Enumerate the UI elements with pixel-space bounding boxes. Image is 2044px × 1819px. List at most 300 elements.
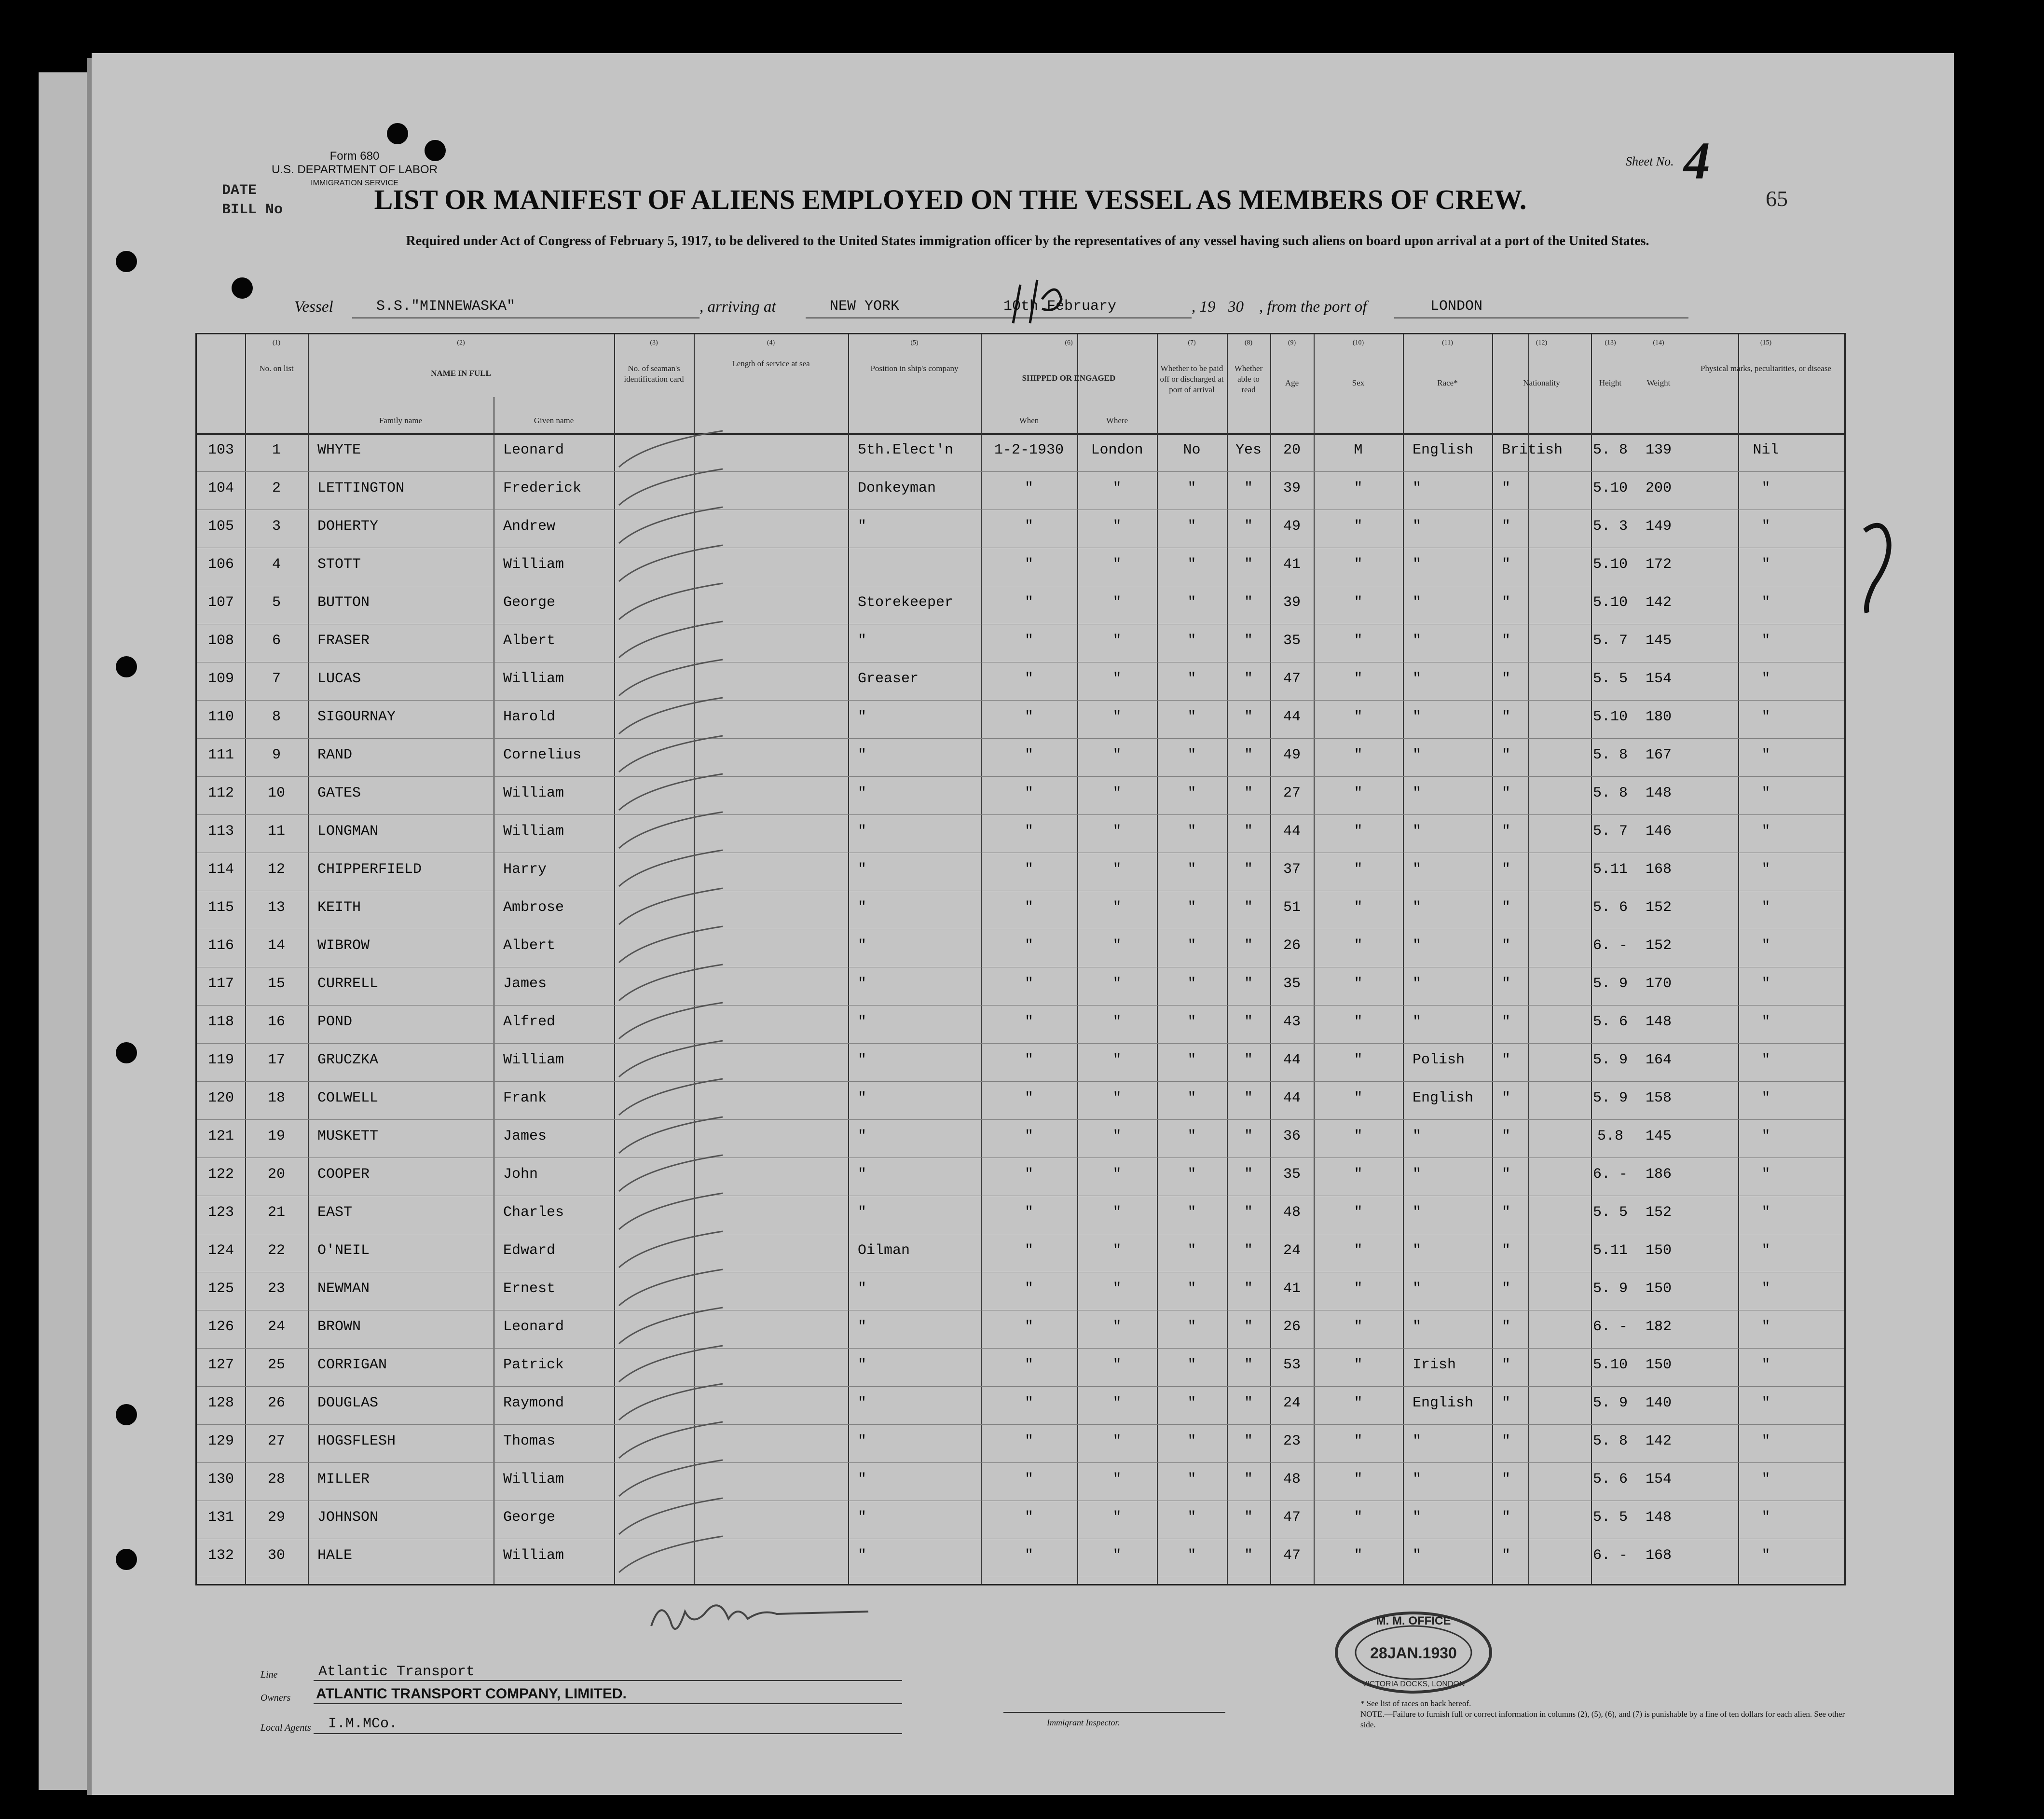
cell-read: " xyxy=(1244,1471,1253,1488)
cell-family: LETTINGTON xyxy=(317,480,405,496)
cell-weight: 168 xyxy=(1645,861,1672,878)
cell-given: George xyxy=(503,594,556,611)
cell-family: SIGOURNAY xyxy=(317,709,396,725)
cell-family: HALE xyxy=(317,1547,353,1564)
cell-sex: " xyxy=(1354,1242,1363,1259)
cell-weight: 186 xyxy=(1645,1166,1672,1183)
table-row xyxy=(197,1501,1844,1539)
cell-where: " xyxy=(1112,633,1122,649)
cell-paid: " xyxy=(1187,1204,1196,1221)
cell-sex: " xyxy=(1354,709,1363,725)
column-number-c1: (1) xyxy=(272,339,281,346)
cell-given: Edward xyxy=(503,1242,556,1259)
cell-where: " xyxy=(1112,1433,1122,1449)
column-header-c2: NAME IN FULL xyxy=(431,369,491,378)
cell-margin: 131 xyxy=(207,1509,234,1526)
cell-paid: " xyxy=(1187,1357,1196,1373)
cell-given: Charles xyxy=(503,1204,564,1221)
cell-age: 44 xyxy=(1283,823,1301,840)
cell-race: " xyxy=(1413,1319,1422,1335)
cell-read: " xyxy=(1244,556,1253,573)
svg-text:28JAN.1930: 28JAN.1930 xyxy=(1370,1644,1457,1662)
cell-position: " xyxy=(858,1471,867,1488)
cell-given: Frederick xyxy=(503,480,582,496)
cell-when: " xyxy=(1024,1014,1033,1030)
cell-race: " xyxy=(1413,1166,1422,1183)
cell-read: " xyxy=(1244,1090,1253,1106)
cell-position: Greaser xyxy=(858,671,919,687)
cell-given: Frank xyxy=(503,1090,547,1106)
column-header-when: When xyxy=(1019,416,1039,425)
cell-given: William xyxy=(503,671,564,687)
column-header-c1: No. on list xyxy=(259,364,294,373)
cell-marks: " xyxy=(1761,1128,1770,1144)
cell-position: " xyxy=(858,899,867,916)
race-note: * See list of races on back hereof. xyxy=(1360,1699,1471,1708)
cell-marks: " xyxy=(1761,633,1770,649)
cell-no: 13 xyxy=(267,899,285,916)
column-header-c10: Sex xyxy=(1352,378,1365,387)
cell-position: " xyxy=(858,1433,867,1449)
cell-given: Thomas xyxy=(503,1433,556,1449)
cell-position: " xyxy=(858,1014,867,1030)
cell-read: " xyxy=(1244,1052,1253,1068)
cell-when: " xyxy=(1024,1242,1033,1259)
cell-height: 5. 7 xyxy=(1592,823,1628,840)
table-row xyxy=(197,1043,1844,1081)
cell-nationality: " xyxy=(1502,1090,1511,1106)
cell-weight: 150 xyxy=(1645,1242,1672,1259)
cell-paid: " xyxy=(1187,1547,1196,1564)
cell-weight: 150 xyxy=(1645,1357,1672,1373)
cell-read: " xyxy=(1244,518,1253,535)
cell-margin: 105 xyxy=(207,518,234,535)
cell-when: 1-2-1930 xyxy=(994,442,1064,458)
column-number-c6: (6) xyxy=(1065,339,1073,346)
cell-margin: 119 xyxy=(207,1052,234,1068)
cell-sex: " xyxy=(1354,1052,1363,1068)
sheet-label: Sheet No. xyxy=(1626,154,1674,168)
cell-when: " xyxy=(1024,1090,1033,1106)
cell-weight: 164 xyxy=(1645,1052,1672,1068)
cell-height: 6. - xyxy=(1592,937,1628,954)
punch-hole xyxy=(116,1042,137,1063)
cell-no: 29 xyxy=(267,1509,285,1526)
cell-age: 49 xyxy=(1283,747,1301,763)
cell-family: MILLER xyxy=(317,1471,370,1488)
cell-paid: " xyxy=(1187,594,1196,611)
cell-weight: 170 xyxy=(1645,976,1672,992)
cell-margin: 117 xyxy=(207,976,234,992)
cell-read: " xyxy=(1244,1128,1253,1144)
cell-paid: " xyxy=(1187,937,1196,954)
cell-weight: 152 xyxy=(1645,937,1672,954)
cell-where: " xyxy=(1112,976,1122,992)
punch-hole xyxy=(116,1404,137,1425)
cell-height: 5. 9 xyxy=(1592,1052,1628,1068)
cell-age: 27 xyxy=(1283,785,1301,801)
cell-nationality: " xyxy=(1502,1014,1511,1030)
cell-position: " xyxy=(858,1090,867,1106)
cell-family: COLWELL xyxy=(317,1090,379,1106)
cell-marks: " xyxy=(1761,861,1770,878)
handwritten-annotation xyxy=(1003,270,1071,333)
table-row xyxy=(197,471,1844,510)
cell-margin: 115 xyxy=(207,899,234,916)
cell-no: 5 xyxy=(272,594,281,611)
cell-read: " xyxy=(1244,861,1253,878)
cell-age: 47 xyxy=(1283,1509,1301,1526)
cell-position: " xyxy=(858,785,867,801)
cell-given: Patrick xyxy=(503,1357,564,1373)
cell-where: " xyxy=(1112,1090,1122,1106)
cell-height: 6. - xyxy=(1592,1166,1628,1183)
cell-family: COOPER xyxy=(317,1166,370,1183)
cell-family: STOTT xyxy=(317,556,361,573)
cell-sex: " xyxy=(1354,1471,1363,1488)
cell-age: 41 xyxy=(1283,556,1301,573)
cell-age: 24 xyxy=(1283,1395,1301,1411)
cell-where: " xyxy=(1112,709,1122,725)
cell-age: 20 xyxy=(1283,442,1301,458)
cell-age: 51 xyxy=(1283,899,1301,916)
column-header-c11: Race* xyxy=(1437,378,1458,387)
cell-given: William xyxy=(503,823,564,840)
inspector-label: Immigrant Inspector. xyxy=(1047,1718,1120,1727)
cell-paid: " xyxy=(1187,1319,1196,1335)
cell-nationality: " xyxy=(1502,709,1511,725)
cell-paid: " xyxy=(1187,1433,1196,1449)
table-row xyxy=(197,1234,1844,1272)
cell-age: 41 xyxy=(1283,1281,1301,1297)
column-number-c2: (2) xyxy=(457,339,465,346)
cell-no: 9 xyxy=(272,747,281,763)
cell-margin: 110 xyxy=(207,709,234,725)
column-number-c11: (11) xyxy=(1442,339,1453,346)
cell-paid: " xyxy=(1187,1281,1196,1297)
from-port-label: , from the port of xyxy=(1259,298,1367,316)
punch-hole xyxy=(116,251,137,272)
table-row xyxy=(197,548,1844,586)
cell-position: " xyxy=(858,1357,867,1373)
cell-weight: 142 xyxy=(1645,594,1672,611)
cell-margin: 123 xyxy=(207,1204,234,1221)
cell-paid: " xyxy=(1187,1509,1196,1526)
cell-marks: " xyxy=(1761,1395,1770,1411)
cell-height: 5. 5 xyxy=(1592,1204,1628,1221)
cell-no: 23 xyxy=(267,1281,285,1297)
cell-no: 16 xyxy=(267,1014,285,1030)
cell-marks: " xyxy=(1761,1357,1770,1373)
cell-family: EAST xyxy=(317,1204,353,1221)
cell-weight: 168 xyxy=(1645,1547,1672,1564)
line-label: Line xyxy=(261,1669,278,1680)
cell-nationality: " xyxy=(1502,1242,1511,1259)
cell-when: " xyxy=(1024,633,1033,649)
cell-nationality: " xyxy=(1502,594,1511,611)
table-row xyxy=(197,967,1844,1005)
cell-family: MUSKETT xyxy=(317,1128,379,1144)
cell-where: " xyxy=(1112,671,1122,687)
cell-nationality: " xyxy=(1502,633,1511,649)
cell-nationality: " xyxy=(1502,1395,1511,1411)
cell-read: " xyxy=(1244,1433,1253,1449)
cell-position: " xyxy=(858,518,867,535)
cell-age: 24 xyxy=(1283,1242,1301,1259)
cell-when: " xyxy=(1024,1166,1033,1183)
cell-where: London xyxy=(1091,442,1143,458)
cell-margin: 121 xyxy=(207,1128,234,1144)
inspector-signature xyxy=(646,1597,878,1640)
cell-paid: " xyxy=(1187,1090,1196,1106)
cell-height: 5. 9 xyxy=(1592,1395,1628,1411)
cell-where: " xyxy=(1112,747,1122,763)
cell-race: " xyxy=(1413,1014,1422,1030)
column-header-c4: Length of service at sea xyxy=(732,359,810,368)
cell-when: " xyxy=(1024,1433,1033,1449)
cell-marks: " xyxy=(1761,747,1770,763)
cell-nationality: " xyxy=(1502,1281,1511,1297)
cell-weight: 180 xyxy=(1645,709,1672,725)
cell-height: 5. 8 xyxy=(1592,1433,1628,1449)
cell-no: 26 xyxy=(267,1395,285,1411)
cell-paid: " xyxy=(1187,823,1196,840)
cell-height: 5.10 xyxy=(1592,709,1628,725)
cell-paid: " xyxy=(1187,861,1196,878)
cell-paid: " xyxy=(1187,1014,1196,1030)
cell-given: William xyxy=(503,1547,564,1564)
cell-sex: M xyxy=(1354,442,1363,458)
cell-when: " xyxy=(1024,1204,1033,1221)
cell-read: " xyxy=(1244,633,1253,649)
cell-marks: " xyxy=(1761,1204,1770,1221)
cell-height: 5. 3 xyxy=(1592,518,1628,535)
column-header-c14: Weight xyxy=(1646,378,1671,387)
column-number-c15: (15) xyxy=(1760,339,1772,346)
cell-position: Storekeeper xyxy=(858,594,954,611)
cell-age: 23 xyxy=(1283,1433,1301,1449)
cell-family: CHIPPERFIELD xyxy=(317,861,422,878)
cell-weight: 182 xyxy=(1645,1319,1672,1335)
punch-hole xyxy=(116,1549,137,1570)
cell-no: 4 xyxy=(272,556,281,573)
cell-position: " xyxy=(858,1319,867,1335)
cell-position: " xyxy=(858,747,867,763)
cell-sex: " xyxy=(1354,1319,1363,1335)
svg-text:VICTORIA DOCKS, LONDON: VICTORIA DOCKS, LONDON xyxy=(1362,1680,1465,1688)
cell-family: LUCAS xyxy=(317,671,361,687)
cell-given: William xyxy=(503,785,564,801)
cell-given: Ernest xyxy=(503,1281,556,1297)
cell-family: KEITH xyxy=(317,899,361,916)
cell-read: " xyxy=(1244,1509,1253,1526)
cell-height: 5. 6 xyxy=(1592,899,1628,916)
stub-date-label: DATE xyxy=(222,182,257,199)
cell-family: DOHERTY xyxy=(317,518,379,535)
cell-given: Andrew xyxy=(503,518,556,535)
cell-sex: " xyxy=(1354,1166,1363,1183)
cell-height: 5. 6 xyxy=(1592,1471,1628,1488)
cell-marks: " xyxy=(1761,1509,1770,1526)
cell-height: 5. 8 xyxy=(1592,442,1628,458)
column-number-c10: (10) xyxy=(1352,339,1364,346)
cell-height: 5.8 xyxy=(1597,1128,1623,1144)
cell-where: " xyxy=(1112,1319,1122,1335)
page-title: LIST OR MANIFEST OF ALIENS EMPLOYED ON THE VESSEL AS MEMBERS OF CREW. xyxy=(374,184,1527,215)
cell-nationality: " xyxy=(1502,1319,1511,1335)
cell-position: " xyxy=(858,823,867,840)
cell-position: " xyxy=(858,861,867,878)
cell-nationality: " xyxy=(1502,1433,1511,1449)
punch-hole xyxy=(116,656,137,677)
cell-when: " xyxy=(1024,709,1033,725)
cell-age: 39 xyxy=(1283,594,1301,611)
cell-marks: " xyxy=(1761,480,1770,496)
table-row xyxy=(197,1539,1844,1577)
cell-no: 11 xyxy=(267,823,285,840)
cell-no: 19 xyxy=(267,1128,285,1144)
cell-height: 5. 8 xyxy=(1592,747,1628,763)
cell-family: WHYTE xyxy=(317,442,361,458)
cell-height: 6. - xyxy=(1592,1547,1628,1564)
cell-paid: No xyxy=(1183,442,1201,458)
column-number-c9: (9) xyxy=(1288,339,1296,346)
cell-race: " xyxy=(1413,785,1422,801)
cell-no: 18 xyxy=(267,1090,285,1106)
cell-race: English xyxy=(1413,1090,1474,1106)
cell-position: " xyxy=(858,1395,867,1411)
cell-weight: 152 xyxy=(1645,1204,1672,1221)
cell-sex: " xyxy=(1354,1509,1363,1526)
agents-value: I.M.MCo. xyxy=(328,1716,398,1732)
cell-race: " xyxy=(1413,747,1422,763)
column-header-c9: Age xyxy=(1285,378,1299,387)
cell-family: DOUGLAS xyxy=(317,1395,379,1411)
handwritten-mark xyxy=(1857,516,1896,622)
cell-height: 5. 9 xyxy=(1592,1090,1628,1106)
cell-race: " xyxy=(1413,823,1422,840)
cell-when: " xyxy=(1024,1509,1033,1526)
cell-given: Harry xyxy=(503,861,547,878)
cell-sex: " xyxy=(1354,861,1363,878)
cell-where: " xyxy=(1112,1281,1122,1297)
cell-age: 44 xyxy=(1283,1052,1301,1068)
cell-nationality: " xyxy=(1502,1547,1511,1564)
cell-marks: " xyxy=(1761,785,1770,801)
table-row xyxy=(197,1386,1844,1424)
cell-nationality: " xyxy=(1502,1204,1511,1221)
cell-family: WIBROW xyxy=(317,937,370,954)
cell-family: BUTTON xyxy=(317,594,370,611)
table-row xyxy=(197,1462,1844,1501)
cell-paid: " xyxy=(1187,1052,1196,1068)
cell-race: " xyxy=(1413,1242,1422,1259)
cell-paid: " xyxy=(1187,1242,1196,1259)
vessel-line xyxy=(294,298,1693,317)
cell-nationality: " xyxy=(1502,480,1511,496)
cell-when: " xyxy=(1024,899,1033,916)
cell-read: " xyxy=(1244,976,1253,992)
cell-sex: " xyxy=(1354,899,1363,916)
cell-weight: 149 xyxy=(1645,518,1672,535)
cell-marks: " xyxy=(1761,937,1770,954)
column-header-family-name: Family name xyxy=(379,416,423,425)
cell-read: " xyxy=(1244,747,1253,763)
cell-position: " xyxy=(858,976,867,992)
cell-read: " xyxy=(1244,594,1253,611)
cell-no: 3 xyxy=(272,518,281,535)
cell-sex: " xyxy=(1354,823,1363,840)
cell-read: " xyxy=(1244,823,1253,840)
cell-sex: " xyxy=(1354,518,1363,535)
cell-height: 5. 5 xyxy=(1592,1509,1628,1526)
cell-nationality: " xyxy=(1502,747,1511,763)
cell-height: 5.10 xyxy=(1592,594,1628,611)
cell-age: 35 xyxy=(1283,1166,1301,1183)
line-value: Atlantic Transport xyxy=(318,1664,475,1680)
cell-age: 26 xyxy=(1283,937,1301,954)
cell-where: " xyxy=(1112,861,1122,878)
cell-sex: " xyxy=(1354,1014,1363,1030)
cell-when: " xyxy=(1024,1471,1033,1488)
cell-marks: " xyxy=(1761,899,1770,916)
cell-where: " xyxy=(1112,1166,1122,1183)
cell-marks: " xyxy=(1761,671,1770,687)
table-row xyxy=(197,1119,1844,1158)
cell-sex: " xyxy=(1354,1547,1363,1564)
cell-read: " xyxy=(1244,1547,1253,1564)
cell-read: " xyxy=(1244,1242,1253,1259)
cell-when: " xyxy=(1024,976,1033,992)
cell-marks: " xyxy=(1761,518,1770,535)
cell-no: 6 xyxy=(272,633,281,649)
column-header-c7: Whether to be paid off or discharged at port of arrival xyxy=(1160,364,1224,394)
column-number-c3: (3) xyxy=(650,339,658,346)
cell-height: 5. 9 xyxy=(1592,1281,1628,1297)
cell-paid: " xyxy=(1187,976,1196,992)
cell-no: 14 xyxy=(267,937,285,954)
cell-no: 7 xyxy=(272,671,281,687)
table-row xyxy=(197,586,1844,624)
cell-where: " xyxy=(1112,937,1122,954)
cell-weight: 158 xyxy=(1645,1090,1672,1106)
cell-race: " xyxy=(1413,671,1422,687)
cell-where: " xyxy=(1112,1052,1122,1068)
cell-given: Raymond xyxy=(503,1395,564,1411)
column-number-c5: (5) xyxy=(910,339,919,346)
cell-nationality: " xyxy=(1502,1128,1511,1144)
cell-read: " xyxy=(1244,1281,1253,1297)
cell-age: 26 xyxy=(1283,1319,1301,1335)
cell-given: John xyxy=(503,1166,538,1183)
cell-paid: " xyxy=(1187,518,1196,535)
table-row xyxy=(197,700,1844,738)
column-number-c13: (13) xyxy=(1605,339,1616,346)
cell-no: 30 xyxy=(267,1547,285,1564)
cell-marks: " xyxy=(1761,976,1770,992)
cell-no: 21 xyxy=(267,1204,285,1221)
column-header-c5: Position in ship's company xyxy=(870,364,959,373)
cell-marks: " xyxy=(1761,1166,1770,1183)
cell-family: RAND xyxy=(317,747,353,763)
cell-no: 17 xyxy=(267,1052,285,1068)
cell-where: " xyxy=(1112,1471,1122,1488)
cell-margin: 114 xyxy=(207,861,234,878)
cell-where: " xyxy=(1112,1204,1122,1221)
form-department: U.S. DEPARTMENT OF LABOR xyxy=(271,163,438,176)
cell-weight: 148 xyxy=(1645,785,1672,801)
cell-marks: " xyxy=(1761,823,1770,840)
